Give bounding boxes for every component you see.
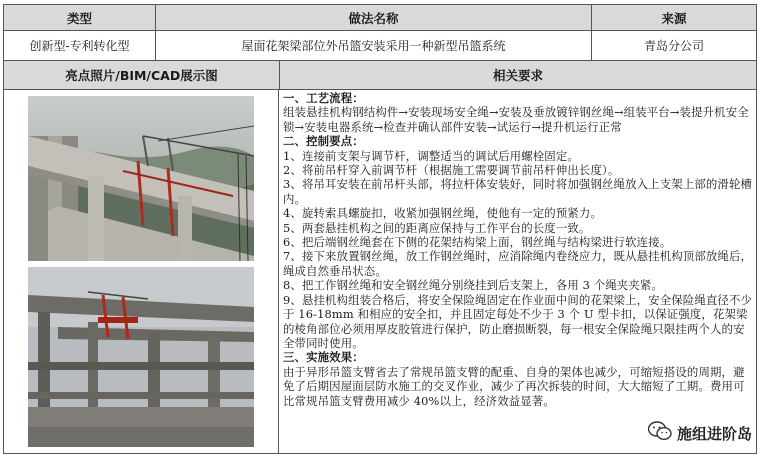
section-process-text: 组装悬挂机构钢结构件→安装现场安全绳→安装及垂放镀锌钢丝绳→组装平台→装提升机安全锁→安装电器系统→检查并确认部件安装→试运行→提升机运行正常	[283, 105, 749, 134]
photo-column	[4, 90, 279, 453]
method-value: 屋面花架梁部位外吊篮安装采用一种新型吊篮系统	[156, 31, 592, 61]
watermark	[648, 421, 752, 445]
control-item: 8、把工作钢丝绳和安全钢丝绳分别绕挂到后支架上，各用 3 个绳夹夹紧。	[283, 278, 664, 293]
control-item: 3、将吊耳安装在前吊杆头部，将拉杆体安装好，同时将加强钢丝绳放入上支架上部的滑轮槽内。	[283, 177, 753, 206]
section-process-title: 一、工艺流程：	[283, 91, 364, 105]
photos-header: 亮点照片/BIM/CAD展示图	[4, 61, 280, 90]
photo-building-frame	[28, 267, 254, 447]
control-item: 1、连接前支架与调节杆，调整适当的调试后用螺栓固定。	[283, 148, 579, 163]
control-item: 9、悬挂机构组装合格后，将安全保险绳固定在作业面中间的花架梁上，安全保险绳直径不少于 16-18mm 和相应的安全扣，并且固定每处不少于 3 个 U 型卡扣，以保证强度，花架梁的棱角部位必须用厚皮胶管进行保护，防止磨损断裂，每一根安全保险绳只限挂两个人的安全带同时使用。	[283, 292, 753, 350]
type-value: 创新型-专利转化型	[4, 31, 156, 61]
section-control-title: 二、控制要点：	[283, 134, 364, 149]
source-value: 青岛分公司	[592, 31, 756, 61]
watermark-text: 施组进阶岛	[676, 424, 752, 443]
header-type: 类型	[4, 5, 156, 31]
header-source: 来源	[592, 5, 756, 31]
requirements-content	[280, 90, 756, 453]
wechat-icon	[648, 421, 672, 445]
control-item: 2、将前吊杆穿入前调节杆（根据施工需要调节前吊杆伸出长度）。	[283, 163, 620, 178]
header-method: 做法名称	[156, 5, 592, 31]
summary-table	[3, 4, 757, 454]
control-item: 6、把后端钢丝绳套在下侧的花架结构梁上面，钢丝绳与结构梁进行软连接。	[283, 235, 672, 250]
control-item: 4、旋转索具螺旋扣，收紧加强钢丝绳，使他有一定的预紧力。	[283, 206, 602, 221]
requirements-header: 相关要求	[280, 61, 756, 90]
photo-suspension-mechanism	[28, 96, 254, 261]
control-item: 7、接下来放置钢丝绳，放工作钢丝绳时，应消除绳内卷绕应力，既从悬挂机构顶部放绳后，绳成自然垂吊状态。	[283, 249, 753, 278]
control-item: 5、两套悬挂机构之间的距离应保持与工作平台的长度一致。	[283, 220, 591, 235]
section-effect-text: 由于异形吊篮支臂省去了常规吊篮支臂的配重、自身的架体也减少，可缩短搭设的周期，避免了后期因屋面层防水施工的交叉作业，减少了再次拆装的时间，大大缩短了工期。费用可比常规吊篮支臂费用减少 40%以上，经济效益显著。	[283, 364, 745, 408]
section-effect-title: 三、实施效果：	[283, 350, 364, 365]
